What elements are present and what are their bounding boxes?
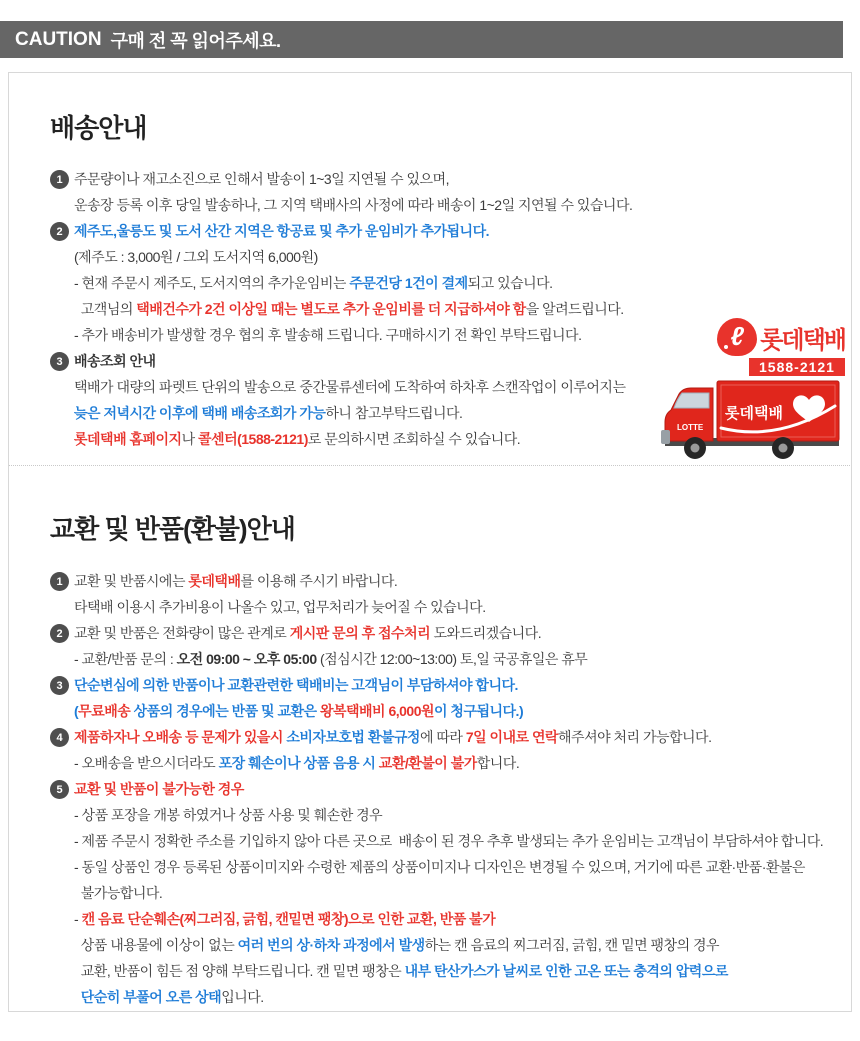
text-segment: 롯데택배 [188,573,241,589]
courier-logo [659,318,845,356]
text-segment: 소비자보호법 환불규정 [286,729,420,745]
text-segment: (점심시간 12:00~13:00) 토,일 국공휴일은 휴무 [316,651,588,667]
notice-line [74,750,831,776]
text-segment: 을 알려드립니다. [525,301,624,317]
text-segment: 왕복택배비 6,000원 [319,703,435,719]
text-segment: 불가능합니다. [74,885,163,901]
text-segment: 단순히 부풀어 오른 상태 [80,989,222,1005]
notice-line [74,270,831,296]
notice-line [74,932,831,958]
text-segment: 하는 캔 음료의 찌그러짐, 긁힘, 캔 밑면 팽창의 경우 [424,937,720,953]
item-number-badge: 5 [50,780,69,799]
item-number-badge: 1 [50,572,69,591]
text-segment: 단순변심에 의한 반품이나 교환관련한 택배비는 고객님이 부담하셔야 합니다. [74,677,518,693]
text-segment: - 교환/반품 문의 : [74,651,177,667]
notice-line [74,828,831,854]
item-lines [74,724,831,776]
text-segment: 상품의 경우에는 반품 및 교환은 [130,703,320,719]
courier-brand-name: 롯데택배 [760,326,845,354]
text-segment: 내부 탄산가스가 날씨로 인한 고온 또는 충격의 압력으로 [404,963,728,979]
text-segment: 제품하자나 오배송 등 문제가 있을시 [74,729,287,745]
text-segment: 여러 번의 상·하차 과정에서 발생 [237,937,425,953]
delivery-truck-icon [659,380,845,464]
truck-box-label: 롯데택배 [725,405,783,422]
text-segment: - 현재 주문시 제주도, 도서지역의 추가운임비는 [74,275,350,291]
text-segment: 롯데택배 홈페이지 [74,431,182,447]
item-number-badge: 3 [50,352,69,371]
notice-item [50,672,831,724]
notice-line [74,880,831,906]
notice-line [74,568,831,594]
text-segment: 배송조회 안내 [74,353,156,369]
text-segment: 에 따라 [419,729,466,745]
lotte-logo-icon: ℓ [717,318,757,356]
text-segment: 해주셔야 처리 가능합니다. [558,729,712,745]
text-segment: - 상품 포장을 개봉 하였거나 상품 사용 및 훼손한 경우 [74,807,383,823]
item-lines [74,672,831,724]
text-segment: 교환 및 반품은 전화량이 많은 관계로 [74,625,290,641]
text-segment: 제주도,울릉도 및 도서 산간 지역은 항공료 및 추가 운임비가 추가됩니다. [74,223,489,239]
text-segment: 교환/환불이 불가 [378,755,477,771]
text-segment: 7일 이내로 연락 [465,729,559,745]
text-segment: 하니 참고부탁드립니다. [325,405,463,421]
notice-line [74,620,831,646]
text-segment: 도와드리겠습니다. [430,625,542,641]
courier-truck-illustration [659,318,845,464]
text-segment: 를 이용해 주시기 바랍니다. [240,573,398,589]
notice-line [74,958,831,984]
text-segment: 무료배송 [78,703,131,719]
notice-item [50,568,831,620]
notice-item [50,166,831,218]
text-segment: 주문량이나 재고소진으로 인해서 발송이 1~3일 지연될 수 있으며, [74,171,449,187]
text-segment: 나 [181,431,199,447]
text-segment: 타택배 이용시 추가비용이 나올수 있고, 업무처리가 늦어질 수 있습니다. [74,599,486,615]
caution-label: CAUTION [15,28,102,50]
item-number-badge: 2 [50,222,69,241]
text-segment: 주문건당 1건이 결제 [349,275,468,291]
notice-line [74,672,831,698]
text-segment: - 오배송을 받으시더라도 [74,755,219,771]
item-lines [74,776,831,1010]
text-segment: 로 문의하시면 조회하실 수 있습니다. [307,431,521,447]
notice-line [74,166,831,192]
text-segment: ( [74,703,79,719]
courier-phone-number: 1588-2121 [749,358,845,376]
notice-item [50,620,831,672]
notice-item [50,776,831,1010]
return-section-title: 교환 및 반품(환불)안내 [50,514,295,544]
text-segment: 늦은 저녁시간 이후에 택배 배송조회가 가능 [74,405,326,421]
caution-message: 구매 전 꼭 읽어주세요. [110,30,281,51]
text-segment: 택배건수가 2건 이상일 때는 별도로 추가 운임비를 더 지급하셔야 함 [136,301,526,317]
text-segment: 운송장 등록 이후 당일 발송하나, 그 지역 택배사의 사정에 따라 배송이 1~2일 지연될 수 있습니다. [74,197,633,213]
item-number-badge: 4 [50,728,69,747]
item-lines [74,568,831,620]
return-item-list [50,568,831,1010]
item-number-badge: 3 [50,676,69,695]
notice-line [74,646,831,672]
text-segment: 입니다. [221,989,264,1005]
text-segment: 포장 훼손이나 상품 음용 시 [218,755,379,771]
item-lines [74,620,831,672]
caution-banner [0,21,843,58]
item-number-badge: 2 [50,624,69,643]
text-segment: 오전 09:00 ~ 오후 05:00 [176,651,317,667]
text-segment: 교환, 반품이 힘든 점 양해 부탁드립니다. 캔 밑면 팽창은 [74,963,405,979]
notice-line [74,724,831,750]
notice-item [50,724,831,776]
notice-line [74,244,831,270]
text-segment: 게시판 문의 후 접수처리 [289,625,431,641]
notice-line [74,594,831,620]
text-segment [74,989,81,1005]
item-lines [74,166,831,218]
notice-line [74,192,831,218]
text-segment: 교환 및 반품시에는 [74,573,189,589]
notice-line [74,698,831,724]
text-segment: 합니다. [476,755,520,771]
text-segment: 이 청구됩니다.) [434,703,524,719]
item-number-badge: 1 [50,170,69,189]
text-segment: 택배가 대량의 파렛트 단위의 발송으로 중간물류센터에 도착하여 하차후 스캔작업이 이루어지는 [74,379,626,395]
text-segment: - 동일 상품인 경우 등록된 상품이미지와 수령한 제품의 상품이미지나 디자인은 변경될 수 있으며, 거기에 따른 교환·반품·환불은 [74,859,805,875]
text-segment: - 추가 배송비가 발생할 경우 협의 후 발송해 드립니다. 구매하시기 전 확인 부탁드립니다. [74,327,582,343]
text-segment: 콜센터(1588-2121) [198,431,308,447]
notice-line [74,802,831,828]
notice-line [74,854,831,880]
shipping-info-section [9,73,851,465]
text-segment: 캔 음료 단순훼손(찌그러짐, 긁힘, 캔밑면 팽창)으로 인한 교환, 반품 불가 [81,911,496,927]
text-segment: 고객님의 [74,301,137,317]
return-exchange-section [9,465,851,1010]
text-segment: 되고 있습니다. [467,275,553,291]
text-segment: 교환 및 반품이 불가능한 경우 [74,781,244,797]
notice-line [74,218,831,244]
notice-line [74,984,831,1010]
text-segment: (제주도 : 3,000원 / 그외 도서지역 6,000원) [74,249,318,265]
notice-line [74,776,831,802]
notice-panel [8,72,852,1012]
text-segment: - [74,911,82,927]
notice-line [74,906,831,932]
text-segment: - 제품 주문시 정확한 주소를 기입하지 않아 다른 곳으로 배송이 된 경우 추후 발생되는 추가 운임비는 고객님이 부담하셔야 합니다. [74,833,824,849]
shipping-section-title: 배송안내 [50,113,147,143]
text-segment: 상품 내용물에 이상이 없는 [74,937,238,953]
truck-cab-label: LOTTE [677,423,704,432]
